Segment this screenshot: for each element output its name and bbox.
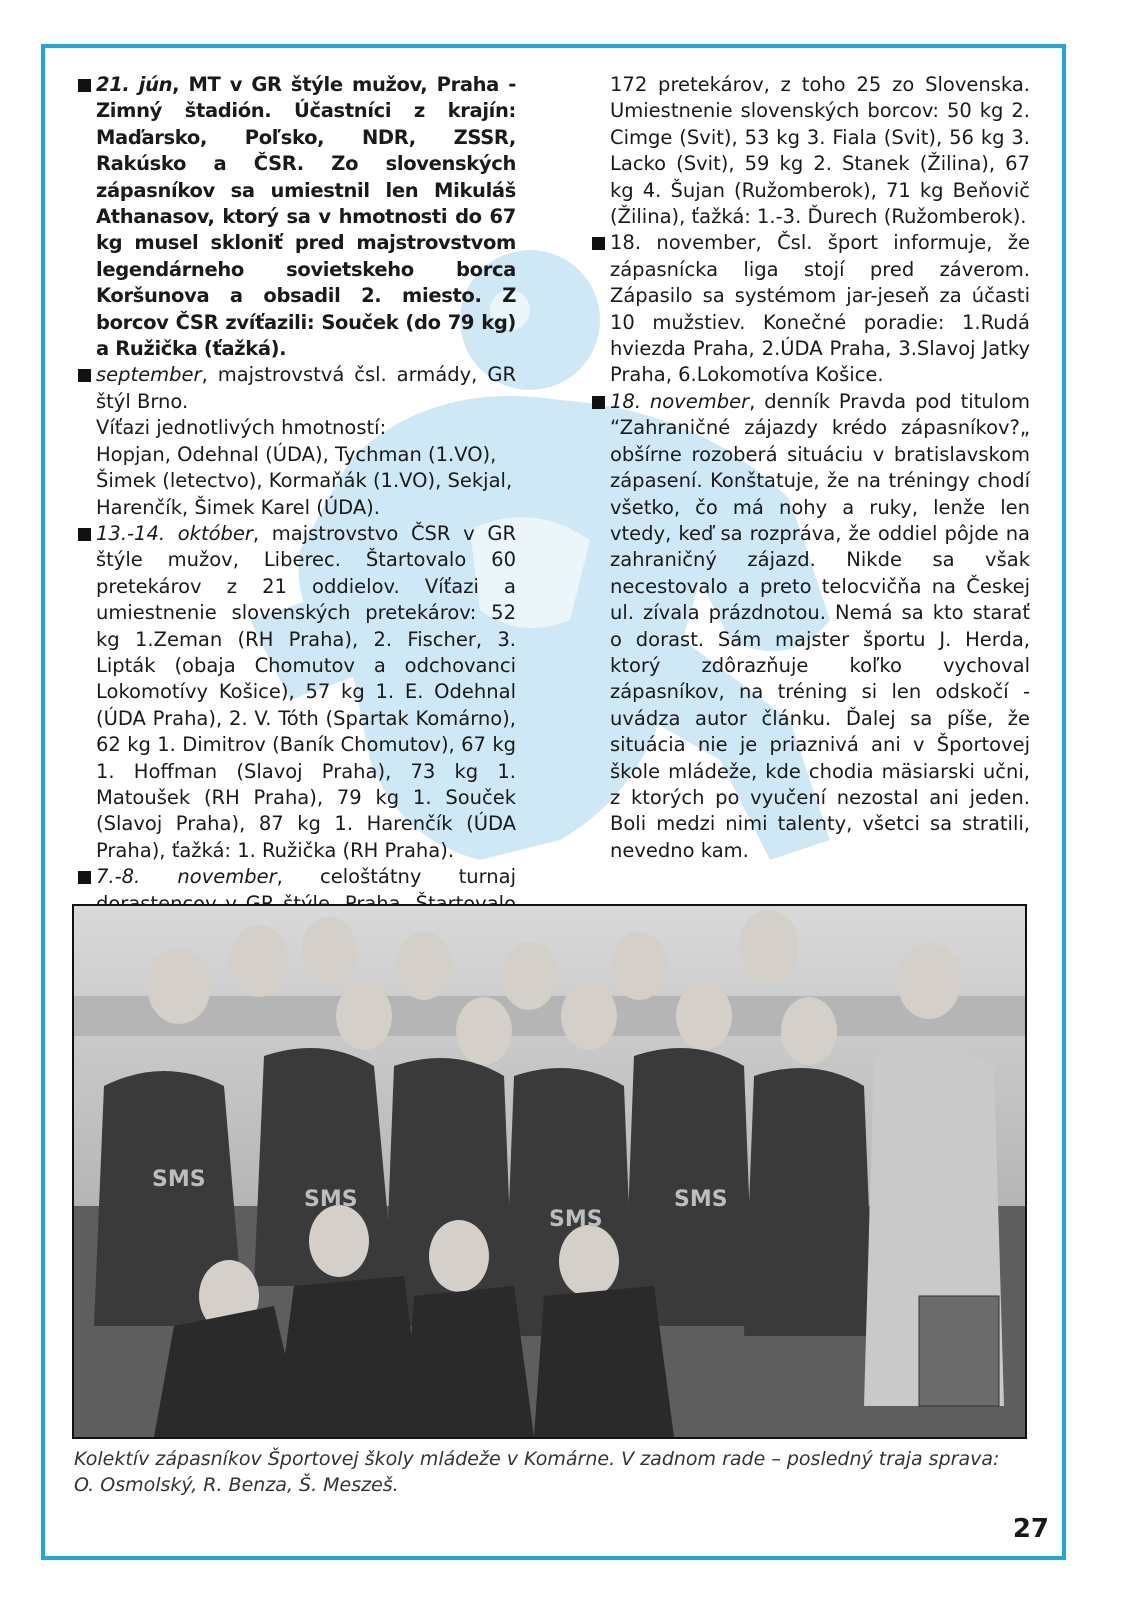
entry-21-jun [78, 72, 516, 362]
photo-caption [74, 1446, 1024, 1498]
entry-september [78, 362, 516, 415]
entry-date: 13.-14. október [96, 521, 253, 545]
team-photo-illustration [74, 906, 1025, 1437]
jersey-letters: SMS [549, 1207, 603, 1232]
bullet-icon [592, 237, 605, 250]
bullet-icon [78, 369, 91, 382]
bullet-icon [592, 396, 605, 409]
caption-line-2: O. Osmolský, R. Benza, Š. Meszeš. [74, 1474, 399, 1496]
entry-text: , majstrovstvo ČSR v GR štýle mužov, Liberec. Štartovalo 60 pretekárov z 21 oddielov. Víťazi a umiestnenie slovenských pretekárov: 52 kg 1.Zeman (RH Praha), 2. Fischer, 3. Lipták (obaja Chomutov a odchovanci Lokomotívy Košice), 57 kg 1. E. Odehnal (ÚDA Praha), 2. V. Tóth (Spartak Komárno), 62 kg 1. Dimitrov (Baník Chomutov), 67 kg 1. Hoffman (Slavoj Praha), 73 kg 1. Matoušek (RH Praha), 79 kg 1. Souček (Slavoj Praha), 87 kg 1. Harenčík (ÚDA Praha), ťažká: 1. Ružička (RH Praha). [96, 521, 516, 862]
bullet-icon [78, 528, 91, 541]
entry-text: , majstrovstvá čsl. armády, GR štýl Brno. [96, 363, 516, 413]
entry-date: 18. november [610, 389, 750, 413]
bullet-icon [78, 871, 91, 884]
jersey-letters: SMS [152, 1167, 206, 1192]
winners-list: Hopjan, Odehnal (ÚDA), Tychman (1.VO), Šimek (letectvo), Kormaňák (1.VO), Sekjal, Harenčík, Šimek Karel (ÚDA). [96, 442, 513, 519]
right-column [592, 72, 1030, 864]
winners-heading: Víťazi jednotlivých hmotností: [96, 416, 387, 440]
caption-line-1: Kolektív zápasníkov Športovej školy mládeže v Komárne. V zadnom rade – posledný traja sprava: [74, 1448, 1000, 1470]
entry-continuation: 172 pretekárov, z toho 25 zo Slovenska. Umiestnenie slovenských borcov: 50 kg 2. Cimge (Svit), 53 kg 3. Fiala (Svit), 56 kg 3. Lacko (Svit), 59 kg 2. Stanek (Žilina), 67 kg 4. Šujan (Ružomberok), 71 kg Beňovič (Žilina), ťažká: 1.-3. Ďurech (Ružomberok). [610, 73, 1030, 229]
entry-text: 18. november, Čsl. šport informuje, že zápasnícka liga stojí pred záverom. Zápasilo sa systémom jar-jeseň za účasti 10 mužstiev. Konečné poradie: 1.Rudá hviezda Praha, 2.ÚDA Praha, 3.Slavoj Jatky Praha, 6.Lokomotíva Košice. [610, 231, 1030, 387]
jersey-letters: SMS [304, 1187, 358, 1212]
left-column [78, 72, 516, 943]
entry-date: 7.-8. november [96, 865, 277, 889]
entry-date: september [96, 363, 202, 387]
team-photo [72, 904, 1027, 1439]
entry-13-14-oktober [78, 521, 516, 864]
entry-18-november-pravda [592, 389, 1030, 864]
bullet-icon [78, 79, 91, 92]
page-number: 27 [1007, 1514, 1055, 1544]
entry-text: , celoštátny turnaj [276, 865, 516, 889]
entry-date: 21. jún [96, 73, 173, 96]
entry-text: , MT v GR štýle mužov, Praha - Zimný štadión. Účastníci z krajín: Maďarsko, Poľsko, NDR, ZSSR, Rakúsko a ČSR. Zo slovenských zápasníkov sa umiestnil len Mikuláš Athanasov, ktorý sa v hmotnosti do 67 kg musel skloniť pred majstrovstvom legendárneho sovietskeho borca Koršunova a obsadil 2. miesto. Z borcov ČSR zvíťazili: Souček (do 79 kg) a Ružička (ťažká). [96, 73, 516, 361]
entry-text: , denník Pravda pod titulom “Zahraničné zájazdy krédo zápasníkov?„ obšírne rozoberá situáciu v bratislavskom zápasení. Konštatuje, že na tréningy chodí všetko, čo má nohy a ruky, lenže len vtedy, keď sa rozpráva, že oddiel pôjde na zahraničný zájazd. Nikde sa však necestovalo a preto telocvičňa na Českej ul. zívala prázdnotou. Nemá sa kto starať o dorast. Sám majster športu J. Herda, ktorý zdôrazňuje koľko vychoval zápasníkov, na tréning si len odskočí - uvádza autor článku. Ďalej sa píše, že situácia nie je priaznivá ani v Športovej škole mládeže, kde chodia mäsiarski učni, z ktorých po vyučení nezostal ani jeden. Boli medzi nimi talenty, všetci sa stratili, nevedno kam. [610, 389, 1030, 862]
entry-18-november-sport [592, 230, 1030, 388]
jersey-letters: SMS [674, 1187, 728, 1212]
